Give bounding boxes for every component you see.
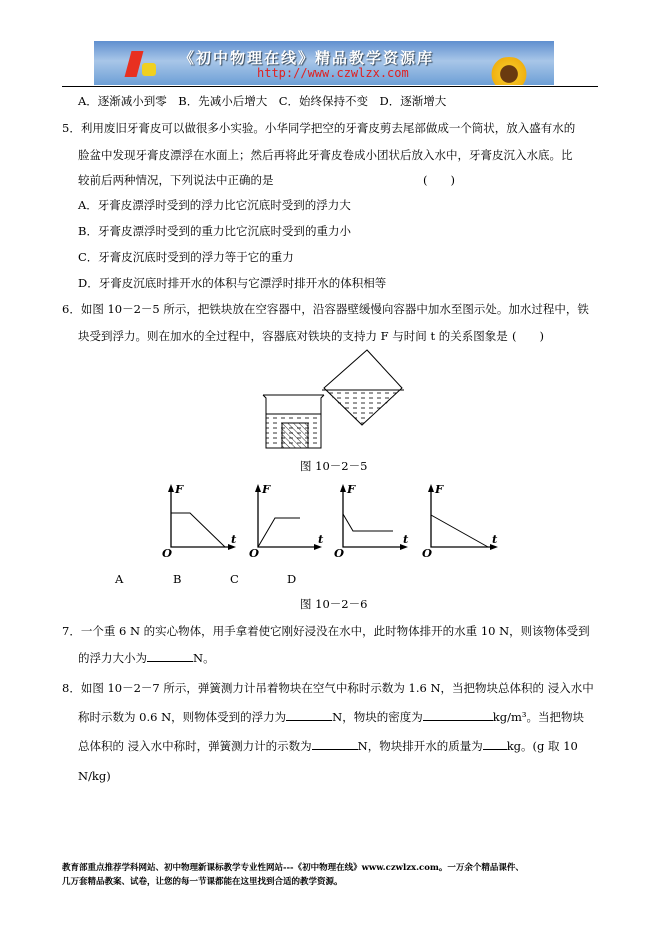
q7-text: 的浮力大小为 (78, 651, 147, 665)
footer-line-1: 教育部重点推荐学科网站、初中物理新课标教学专业性网站---《初中物理在线》www.czwlzx.com。一万余个精品课件、 (62, 863, 524, 873)
q6-line-1: 6．如图 10－2－5 所示，把铁块放在空容器中，沿容器壁缓慢向容器中加水至图示处。加水过程中，铁 (62, 302, 589, 316)
q5-option-c: C．牙膏皮沉底时受到的浮力等于它的重力 (78, 250, 294, 264)
q5-line-1: 5．利用废旧牙膏皮可以做很多小实验。小华同学把空的牙膏皮剪去尾部做成一个筒状，放入盛有水的 (62, 121, 576, 135)
q4-options: A．逐渐减小到零 B．先减小后增大 C．始终保持不变 D．逐渐增大 (78, 94, 447, 108)
q7-answer-blank[interactable] (147, 650, 193, 662)
q8-text: kg。(g 取 10 (506, 739, 578, 753)
footer-line-2: 几万套精品教案、试卷，让您的每一节课都能在这里找到合适的教学资源。 (62, 877, 343, 887)
q5-line-2: 脸盆中发现牙膏皮漂浮在水面上；然后再将此牙膏皮卷成小团状后放入水中，牙膏皮沉入水底。比 (78, 148, 573, 162)
banner-title: 《初中物理在线》精品教学资源库 (179, 49, 435, 67)
graph-c-f-label: F (347, 482, 356, 496)
q8-text: 称时示数为 0.6 N，则物体受到的浮力为 (78, 710, 287, 724)
graph-c-origin: O (334, 546, 345, 560)
q6-line-2: 块受到浮力。则在加水的全过程中，容器底对铁块的支持力 F 与时间 t 的关系图象是 (78, 329, 508, 343)
graph-b (258, 487, 318, 547)
q8-reading-blank[interactable] (312, 738, 358, 750)
graph-a-origin: O (162, 546, 173, 560)
q8-line-2 (78, 709, 584, 724)
graph-d-t-label: t (492, 532, 498, 546)
q8-text: kg/m³。当把物块 (492, 710, 584, 724)
q5-option-a: A．牙膏皮漂浮时受到的浮力比它沉底时受到的浮力大 (78, 198, 351, 212)
q8-line-4: N/kg) (78, 769, 111, 783)
graph-b-t-label: t (318, 532, 324, 546)
graph-label-d: D (287, 572, 297, 586)
graph-c (343, 487, 404, 547)
q7-line-1: 7．一个重 6 N 的实心物体，用手拿着使它刚好浸没在水中，此时物体排开的水重 10 N，则该物体受到 (62, 624, 590, 638)
graph-a-t-label: t (231, 532, 237, 546)
banner-url: http://www.czwlzx.com (257, 66, 409, 80)
figure-caption-10-2-5: 图 10－2－5 (300, 459, 368, 473)
q8-text: N，物块排开水的质量为 (357, 739, 483, 753)
graph-label-c: C (230, 572, 239, 586)
q8-buoyancy-blank[interactable] (286, 709, 332, 721)
graph-label-a: A (115, 572, 124, 586)
beaker-figure (263, 395, 324, 448)
q8-mass-blank[interactable] (483, 738, 507, 750)
q5-option-b: B．牙膏皮漂浮时受到的重力比它沉底时受到的重力小 (78, 224, 351, 238)
q8-line-3 (78, 738, 578, 753)
graph-c-t-label: t (403, 532, 409, 546)
q5-option-d: D．牙膏皮沉底时排开水的体积与它漂浮时排开水的体积相等 (78, 276, 387, 290)
graph-d-f-label: F (435, 482, 444, 496)
graph-label-b: B (173, 572, 182, 586)
graph-d (431, 487, 494, 547)
q7-line-2 (78, 650, 215, 665)
figure-caption-10-2-6: 图 10－2－6 (300, 597, 368, 611)
q7-unit: N。 (193, 651, 215, 665)
graph-d-origin: O (422, 546, 433, 560)
graph-a-f-label: F (175, 482, 184, 496)
graph-b-origin: O (249, 546, 260, 560)
q5-answer-paren: ( ) (423, 173, 455, 187)
q5-line-3: 较前后两种情况，下列说法中正确的是 (78, 173, 274, 187)
q8-density-blank[interactable] (423, 709, 493, 721)
q6-answer-paren: ( ) (512, 329, 544, 343)
graph-a (171, 487, 232, 547)
q8-text: 总体积的 浸入水中称时，弹簧测力计的示数为 (78, 739, 312, 753)
q8-line-1: 8．如图 10－2－7 所示，弹簧测力计吊着物块在空气中称时示数为 1.6 N，当把物块总体积的 浸入水中 (62, 681, 594, 695)
tilted-container-figure (322, 350, 404, 425)
graph-b-f-label: F (262, 482, 271, 496)
q8-text: N，物块的密度为 (332, 710, 423, 724)
